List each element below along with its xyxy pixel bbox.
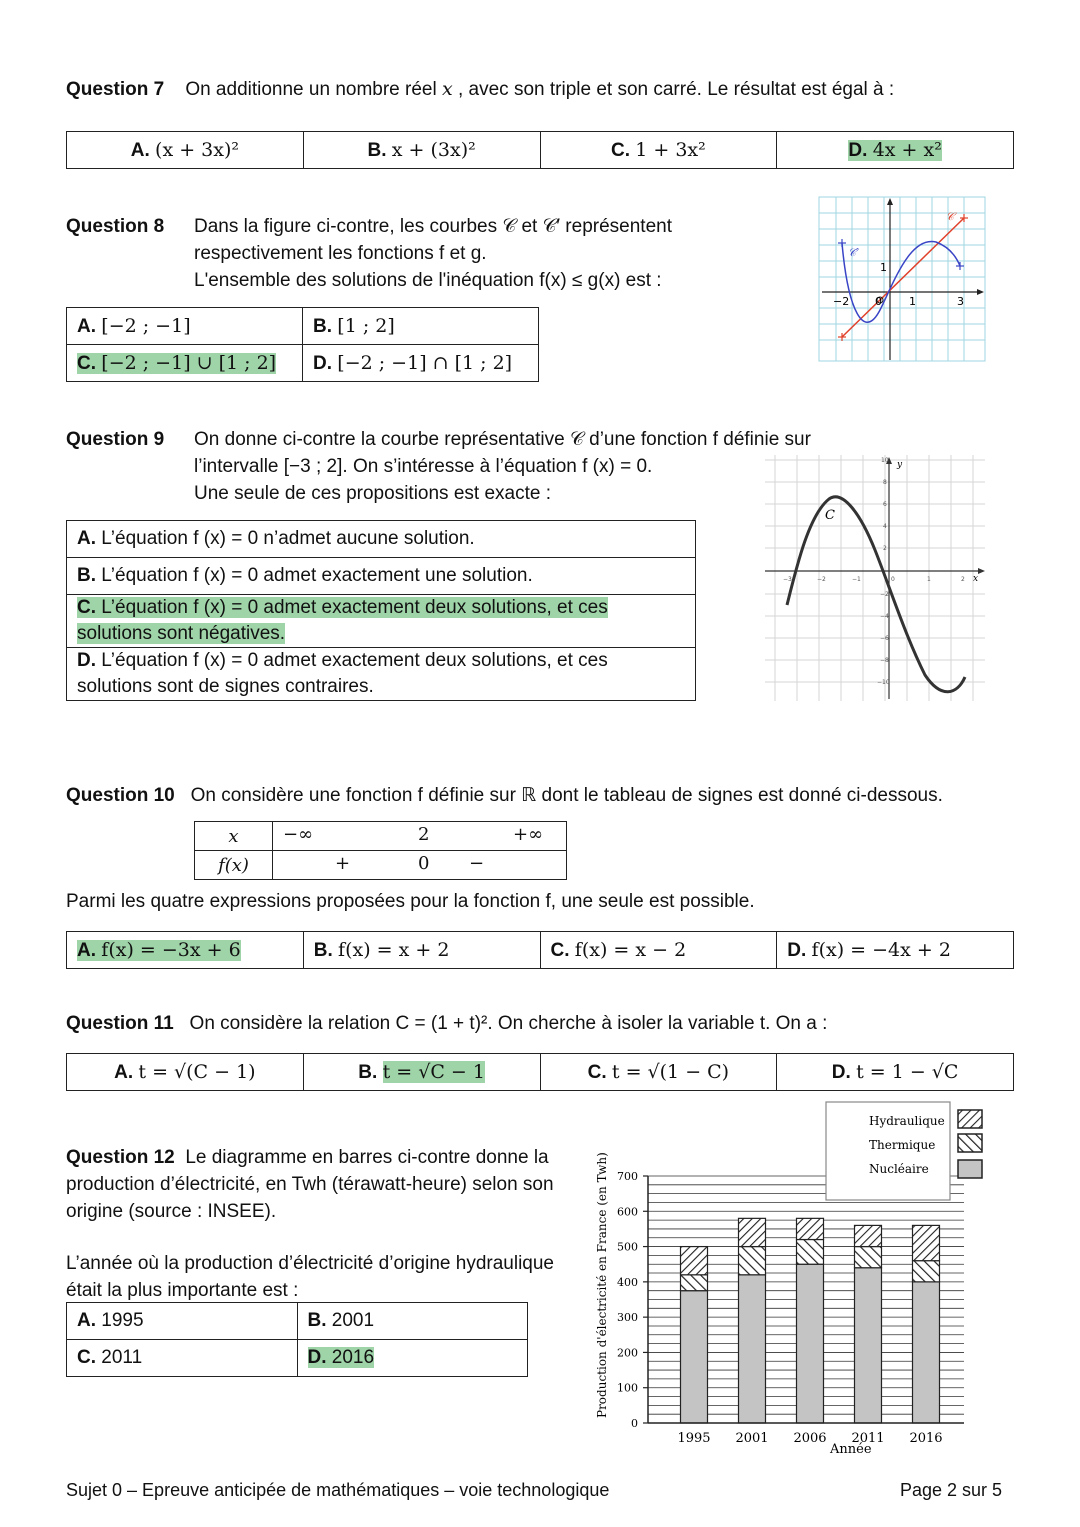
q9-options — [66, 520, 696, 701]
q12-bar-chart — [592, 1098, 992, 1458]
q8-text: Dans la figure ci-contre, les courbes 𝒞 et 𝒞′ représentent respectivement les fonctions f et g. L'ensemble des solutions de l'inéquation f(x) ≤ g(x) est : — [194, 216, 672, 291]
q10-text: On considère une fonction f définie sur ℝ dont le tableau de signes est donné ci-dessous. — [190, 785, 943, 806]
q8-label: Question 8 — [66, 216, 165, 237]
legend-nucleaire: Nucléaire — [869, 1162, 929, 1176]
q9-statement — [66, 426, 164, 453]
q9-y-axis-label: y — [897, 460, 903, 470]
q10-option-b[interactable]: B. f(x) = x + 2 — [303, 932, 540, 969]
chart-ylabel: Production d'électricité en France (en Twh) — [595, 1152, 609, 1418]
q8-tick-x: −2 — [833, 295, 850, 308]
chart-xlabel: Année — [830, 1442, 872, 1457]
q12-option-c[interactable]: C. 2011 — [67, 1340, 298, 1377]
q7-option-d[interactable]: D. 4x + x² — [777, 132, 1014, 169]
svg-text:−2: −2 — [817, 576, 826, 583]
svg-text:6: 6 — [883, 501, 887, 508]
q9-curve-label: C — [825, 508, 835, 523]
svg-text:0: 0 — [875, 295, 882, 308]
q7-var: x — [441, 78, 453, 100]
q12-option-b[interactable]: B. 2001 — [297, 1303, 528, 1340]
q10-text2: Parmi les quatre expressions proposées pour la fonction f, une seule est possible. — [66, 891, 755, 912]
chart-y-tick-label: 100 — [617, 1381, 638, 1395]
q10-table-fx: f(x) — [195, 851, 273, 880]
q9-option-a[interactable]: A. L’équation f (x) = 0 n’admet aucune solution. — [67, 521, 696, 558]
q9-graph — [765, 455, 985, 701]
q8-label-c: 𝒞 — [946, 210, 955, 223]
bar-nucleaire-2006 — [797, 1264, 824, 1423]
q9-option-b[interactable]: B. L’équation f (x) = 0 admet exactement une solution. — [67, 558, 696, 595]
chart-y-tick-label: 700 — [617, 1170, 638, 1183]
svg-text:0: 0 — [891, 576, 895, 583]
q8-option-d[interactable]: D. [−2 ; −1] ∩ [1 ; 2] — [303, 345, 539, 382]
bar-thermique-2006 — [797, 1240, 824, 1265]
q10-table-row1: −∞ 2 +∞ — [273, 822, 567, 851]
q11-text: On considère la relation C = (1 + t)². On cherche à isoler la variable t. On a : — [189, 1013, 828, 1034]
chart-x-tick-label: 1995 — [677, 1431, 711, 1446]
q8-option-a[interactable]: A. [−2 ; −1] — [67, 308, 303, 345]
q8-options — [66, 307, 539, 382]
svg-text:8: 8 — [883, 479, 887, 486]
q8-label-cp: 𝒞′ — [848, 246, 859, 259]
bar-thermique-2016 — [913, 1261, 940, 1282]
svg-text:−4: −4 — [880, 613, 889, 620]
svg-text:2: 2 — [883, 545, 887, 552]
q12-statement: Question 12 Le diagramme en barres ci-contre donne la production d’électricité, en Twh (térawatt-heure) selon son origine (source : INSEE). L’année où la production d’électricité d’origine hydraulique était la plus importante est : — [66, 1147, 554, 1301]
legend-swatch-hydraulique — [958, 1110, 982, 1128]
legend-thermique: Thermique — [869, 1138, 936, 1152]
q9-label: Question 9 — [66, 429, 165, 450]
q7-text-after: , avec son triple et son carré. Le résultat est égal à : — [457, 79, 895, 100]
svg-text:−1: −1 — [852, 576, 861, 583]
chart-y-tick-label: 200 — [617, 1346, 638, 1360]
q10-table-row2: + 0 − — [273, 851, 567, 880]
q10-options — [66, 931, 1014, 969]
q8-graph — [818, 196, 986, 362]
svg-text:3: 3 — [957, 295, 964, 308]
q9-option-d[interactable]: D. L’équation f (x) = 0 admet exactement deux solutions, et ces solutions sont de signes contraires. — [67, 648, 696, 701]
chart-y-tick-label: 300 — [617, 1311, 638, 1325]
bar-hydraulique-1995 — [681, 1247, 708, 1275]
q7-label: Question 7 — [66, 79, 165, 100]
q10-label: Question 10 — [66, 785, 175, 806]
q12-option-a[interactable]: A. 1995 — [67, 1303, 298, 1340]
chart-x-tick-label: 2016 — [909, 1431, 943, 1446]
legend-swatch-nucleaire — [958, 1160, 982, 1178]
q7-text: On additionne un nombre réel — [185, 79, 437, 100]
q11-option-c[interactable]: C. t = √(1 − C) — [540, 1054, 777, 1091]
svg-text:4: 4 — [883, 523, 887, 530]
chart-legend — [826, 1102, 982, 1200]
q9-x-axis-label: x — [973, 574, 979, 584]
svg-text:−2: −2 — [880, 591, 889, 598]
q12-label: Question 12 — [66, 1147, 175, 1168]
q11-option-b[interactable]: B. t = √C − 1 — [303, 1054, 540, 1091]
q7-options — [66, 131, 1014, 169]
legend-swatch-thermique — [958, 1134, 982, 1152]
q11-option-d[interactable]: D. t = 1 − √C — [777, 1054, 1014, 1091]
q11-option-a[interactable]: A. t = √(C − 1) — [67, 1054, 304, 1091]
chart-x-tick-label: 2001 — [735, 1431, 769, 1446]
bar-hydraulique-2006 — [797, 1218, 824, 1239]
q10-option-a[interactable]: A. f(x) = −3x + 6 — [67, 932, 304, 969]
q10-statement — [66, 784, 943, 807]
svg-text:2: 2 — [961, 576, 965, 583]
chart-y-tick-label: 600 — [617, 1205, 638, 1219]
q8-statement — [66, 213, 164, 240]
q12-options — [66, 1302, 528, 1377]
svg-text:10: 10 — [881, 457, 889, 464]
bar-thermique-1995 — [681, 1275, 708, 1291]
bar-nucleaire-2001 — [739, 1275, 766, 1423]
q11-label: Question 11 — [66, 1013, 174, 1034]
q7-option-b[interactable]: B. x + (3x)² — [303, 132, 540, 169]
svg-text:1: 1 — [909, 295, 916, 308]
q11-statement — [66, 1013, 827, 1035]
bar-hydraulique-2016 — [913, 1225, 940, 1260]
q10-option-d[interactable]: D. f(x) = −4x + 2 — [777, 932, 1014, 969]
q8-curve-cp — [842, 241, 960, 322]
q10-option-c[interactable]: C. f(x) = x − 2 — [540, 932, 777, 969]
q7-statement — [66, 78, 894, 101]
legend-hydraulique: Hydraulique — [869, 1114, 945, 1128]
bar-thermique-2001 — [739, 1247, 766, 1275]
svg-text:−8: −8 — [880, 657, 889, 664]
q9-option-c[interactable]: C. L’équation f (x) = 0 admet exactement deux solutions, et ces solutions sont négatives. — [67, 595, 696, 648]
q12-option-d[interactable]: D. 2016 — [297, 1340, 528, 1377]
footer-left: Sujet 0 – Epreuve anticipée de mathématiques – voie technologique — [66, 1480, 610, 1500]
q7-option-c[interactable]: C. 1 + 3x² — [540, 132, 777, 169]
bar-hydraulique-2001 — [739, 1218, 766, 1246]
bar-nucleaire-2011 — [855, 1268, 882, 1423]
chart-x-tick-label: 2006 — [793, 1431, 827, 1446]
svg-text:−10: −10 — [877, 679, 890, 686]
svg-text:−3: −3 — [783, 576, 792, 583]
q10-table-x: x — [195, 822, 273, 851]
bar-nucleaire-2016 — [913, 1282, 940, 1423]
chart-y-tick-label: 0 — [631, 1417, 638, 1430]
chart-y-tick-label: 400 — [617, 1275, 638, 1289]
chart-y-tick-label: 500 — [617, 1240, 638, 1254]
q10-sign-table — [194, 821, 567, 880]
q7-option-a[interactable]: A. (x + 3x)² — [67, 132, 304, 169]
chart-x-tick-label: 2011 — [851, 1431, 885, 1446]
q8-option-b[interactable]: B. [1 ; 2] — [303, 308, 539, 345]
bar-nucleaire-1995 — [681, 1291, 708, 1423]
bar-thermique-2011 — [855, 1247, 882, 1268]
footer-right: Page 2 sur 5 — [900, 1480, 1003, 1500]
svg-text:1: 1 — [927, 576, 931, 583]
svg-text:−6: −6 — [880, 635, 889, 642]
bar-hydraulique-2011 — [855, 1225, 882, 1246]
q8-option-c[interactable]: C. [−2 ; −1] ∪ [1 ; 2] — [67, 345, 303, 382]
q9-text: On donne ci-contre la courbe représentative 𝒞 d’une fonction f définie sur l’intervalle [−3 ; 2]. On s’intéresse à l’équation f (x) = 0. Une seule de ces propositions est exacte : — [194, 429, 811, 504]
q8-tick-y: 1 — [880, 261, 887, 274]
q11-options — [66, 1053, 1014, 1091]
